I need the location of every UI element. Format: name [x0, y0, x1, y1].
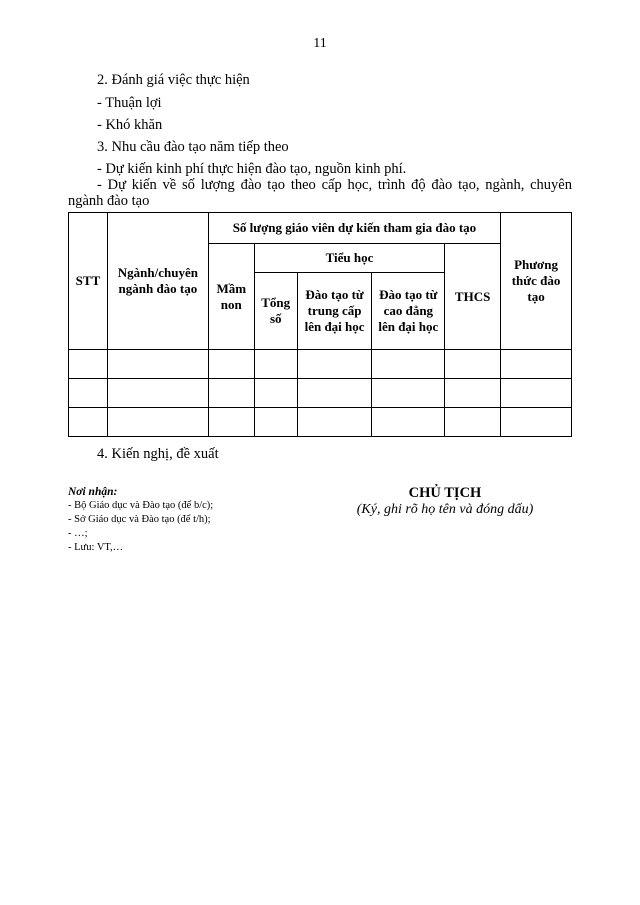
table-row — [69, 379, 572, 408]
col-header-mam-non: Mầm non — [208, 244, 254, 350]
recipient-item: - …; — [68, 528, 88, 539]
difficulties-line: - Khó khăn — [97, 117, 163, 133]
signature-note: (Ký, ghi rõ họ tên và đóng dấu) — [356, 502, 534, 517]
advantages-line: - Thuận lợi — [97, 95, 162, 111]
recipient-item: - Lưu: VT,… — [68, 542, 124, 553]
recipients-block — [68, 485, 213, 555]
recipient-item: - Sở Giáo dục và Đào tạo (để t/h); — [68, 514, 211, 525]
col-header-thcs: THCS — [445, 244, 501, 350]
col-header-group: Số lượng giáo viên dự kiến tham gia đào tạo — [208, 213, 500, 244]
recipients-title: Nơi nhận: — [68, 486, 118, 498]
recipient-item: - Bộ Giáo dục và Đào tạo (để b/c); — [68, 500, 214, 511]
budget-line: - Dự kiến kinh phí thực hiện đào tạo, nguồn kinh phí. — [97, 161, 407, 177]
section-3-heading: 3. Nhu cầu đào tạo năm tiếp theo — [97, 139, 289, 155]
section-2-heading: 2. Đánh giá việc thực hiện — [97, 72, 250, 88]
signature-block — [330, 485, 560, 518]
col-header-phuong-thuc: Phương thức đào tạo — [501, 213, 572, 350]
table-row — [69, 350, 572, 379]
training-quantity-line-cont: ngành đào tạo — [68, 193, 150, 209]
col-header-trung-cap: Đào tạo từ trung cấp lên đại học — [297, 273, 372, 350]
table-row — [69, 408, 572, 437]
training-quantity-line: - Dự kiến về số lượng đào tạo theo cấp học, trình độ đào tạo, ngành, chuyên — [97, 177, 572, 193]
col-header-stt: STT — [69, 213, 108, 350]
signer-title: CHỦ TỊCH — [408, 485, 482, 501]
page-number: 11 — [313, 36, 327, 51]
training-plan-table — [68, 212, 572, 437]
col-header-tieu-hoc: Tiểu học — [254, 244, 444, 273]
col-header-tong-so: Tổng số — [254, 273, 297, 350]
col-header-nganh: Ngành/chuyên ngành đào tạo — [107, 213, 208, 350]
col-header-cao-dang: Đào tạo từ cao đẳng lên đại học — [372, 273, 445, 350]
section-4-heading: 4. Kiến nghị, đề xuất — [97, 446, 219, 462]
